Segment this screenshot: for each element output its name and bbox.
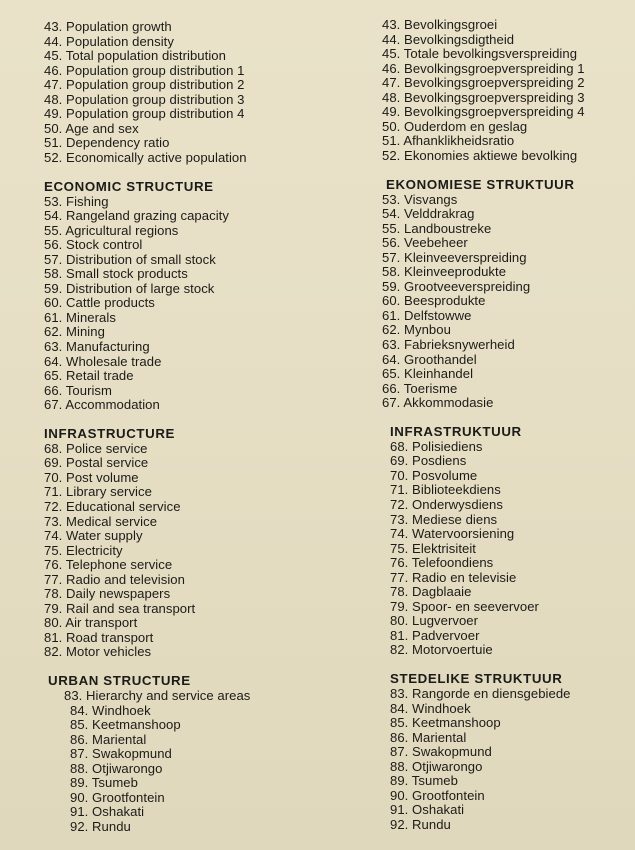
index-entry: 89. Tsumeb — [70, 775, 138, 791]
index-entry: 77. Radio and television — [44, 571, 185, 587]
index-entry: 85. Keetmanshoop — [390, 715, 501, 731]
english-urban-list — [44, 689, 344, 834]
afrikaans-population-list — [382, 18, 635, 163]
index-entry: 79. Rail and sea transport — [44, 600, 196, 616]
index-entry: 78. Daily newspapers — [44, 586, 171, 602]
index-entry: 75. Elektrisiteit — [390, 540, 476, 556]
index-entry: 53. Visvangs — [382, 191, 458, 207]
afrikaans-infrastructure-list — [382, 440, 635, 658]
index-entry: 71. Library service — [44, 484, 152, 500]
index-entry: 72. Onderwysdiens — [390, 496, 503, 512]
index-entry: 78. Dagblaaie — [390, 584, 472, 600]
index-entry: 56. Veebeheer — [382, 235, 468, 251]
index-entry: 55. Agricultural regions — [44, 222, 179, 238]
index-entry: 50. Age and sex — [44, 120, 139, 136]
afrikaans-economic-list — [382, 193, 635, 411]
index-entry: 65. Retail trade — [44, 368, 134, 384]
index-entry: 72. Educational service — [44, 498, 181, 514]
index-entry: 63. Manufacturing — [44, 338, 150, 354]
index-entry: 91. Oshakati — [70, 804, 145, 820]
index-entry: 66. Tourism — [44, 382, 112, 398]
index-entry: 87. Swakopmund — [390, 744, 492, 760]
index-entry: 59. Distribution of large stock — [44, 280, 215, 296]
index-entry: 43. Bevolkingsgroei — [382, 17, 498, 32]
index-entry: 48. Population group distribution 3 — [44, 91, 245, 107]
index-entry: 88. Otjiwarongo — [70, 760, 163, 776]
index-entry: 65. Kleinhandel — [382, 366, 474, 382]
index-entry: 92. Rundu — [390, 816, 451, 832]
index-entry: 84. Windhoek — [390, 700, 471, 716]
afrikaans-column — [382, 18, 635, 832]
index-entry: 56. Stock control — [44, 237, 143, 253]
index-entry: 74. Water supply — [44, 528, 143, 544]
index-entry: 58. Kleinveeprodukte — [382, 264, 507, 280]
index-entry: 71. Biblioteekdiens — [390, 482, 501, 498]
english-infrastructure-heading: INFRASTRUCTURE — [44, 426, 176, 442]
index-entry: 86. Mariental — [390, 729, 467, 745]
index-entry: 81. Padvervoer — [390, 627, 480, 643]
index-entry: 52. Ekonomies aktiewe bevolking — [382, 147, 578, 163]
index-entry: 64. Wholesale trade — [44, 353, 162, 369]
index-entry: 53. Fishing — [44, 193, 109, 209]
index-entry: 90. Grootfontein — [390, 787, 485, 803]
index-entry: 59. Grootveeverspreiding — [382, 278, 531, 294]
index-entry: 91. Oshakati — [390, 802, 465, 818]
index-entry: 67. Accommodation — [44, 397, 160, 413]
index-entry: 76. Telephone service — [44, 557, 173, 573]
index-entry: 44. Population density — [44, 33, 174, 49]
afrikaans-infrastructure-heading: INFRASTRUKTUUR — [390, 424, 522, 440]
english-infrastructure-list — [44, 442, 344, 660]
index-entry: 83. Hierarchy and service areas — [64, 688, 251, 704]
index-entry: 69. Postal service — [44, 455, 149, 471]
index-entry: 92. Rundu — [70, 818, 131, 834]
index-entry: 70. Post volume — [44, 469, 139, 485]
index-entry: 48. Bevolkingsgroepverspreiding 3 — [382, 89, 585, 105]
index-entry: 79. Spoor- en seevervoer — [390, 598, 539, 614]
index-entry: 84. Windhoek — [70, 702, 151, 718]
index-entry: 46. Bevolkingsgroepverspreiding 1 — [382, 60, 585, 76]
index-entry: 66. Toerisme — [382, 380, 458, 396]
index-entry: 86. Mariental — [70, 731, 147, 747]
index-entry: 51. Dependency ratio — [44, 135, 170, 151]
index-entry: 52. Economically active population — [44, 149, 247, 165]
index-entry: 64. Groothandel — [382, 351, 477, 367]
index-entry: 47. Bevolkingsgroepverspreiding 2 — [382, 75, 585, 91]
index-entry: 87. Swakopmund — [70, 746, 172, 762]
index-entry: 75. Electricity — [44, 542, 123, 558]
index-entry: 45. Totale bevolkingsverspreiding — [382, 46, 578, 62]
index-entry: 70. Posvolume — [390, 467, 478, 483]
afrikaans-urban-list — [382, 687, 635, 832]
index-entry: 44. Bevolkingsdigtheid — [382, 31, 515, 47]
index-entry: 45. Total population distribution — [44, 48, 226, 64]
index-entry: 49. Population group distribution 4 — [44, 106, 245, 122]
index-entry: 60. Cattle products — [44, 295, 155, 311]
index-entry: 57. Distribution of small stock — [44, 251, 216, 267]
index-entry: 68. Polisiediens — [390, 438, 483, 454]
index-entry: 58. Small stock products — [44, 266, 188, 282]
english-economic-heading: ECONOMIC STRUCTURE — [44, 178, 214, 194]
index-entry: 51. Afhanklikheidsratio — [382, 133, 515, 149]
index-entry: 54. Velddrakrag — [382, 206, 475, 222]
index-entry: 68. Police service — [44, 440, 148, 456]
index-entry: 61. Minerals — [44, 309, 116, 325]
index-entry: 62. Mining — [44, 324, 105, 340]
index-entry: 73. Mediese diens — [390, 511, 498, 527]
index-entry: 88. Otjiwarongo — [390, 758, 483, 774]
index-entry: 61. Delfstowwe — [382, 307, 472, 323]
index-entry: 63. Fabrieksnywerheid — [382, 336, 515, 352]
index-entry: 60. Beesprodukte — [382, 293, 486, 309]
index-entry: 90. Grootfontein — [70, 789, 165, 805]
index-entry: 73. Medical service — [44, 513, 158, 529]
index-entry: 47. Population group distribution 2 — [44, 77, 245, 93]
index-entry: 89. Tsumeb — [390, 773, 458, 789]
afrikaans-urban-heading: STEDELIKE STRUKTUUR — [390, 671, 563, 687]
index-entry: 82. Motorvoertuie — [390, 642, 493, 658]
index-entry: 54. Rangeland grazing capacity — [44, 208, 229, 224]
english-column — [44, 20, 344, 834]
english-urban-heading: URBAN STRUCTURE — [48, 673, 191, 689]
index-entry: 62. Mynbou — [382, 322, 451, 338]
index-entry: 55. Landboustreke — [382, 220, 492, 236]
index-entry: 76. Telefoondiens — [390, 555, 494, 571]
index-entry: 69. Posdiens — [390, 453, 467, 469]
english-economic-list — [44, 195, 344, 413]
index-entry: 46. Population group distribution 1 — [44, 62, 245, 78]
index-entry: 81. Road transport — [44, 629, 154, 645]
index-entry: 77. Radio en televisie — [390, 569, 517, 585]
index-entry: 67. Akkommodasie — [382, 395, 494, 411]
index-entry: 82. Motor vehicles — [44, 644, 152, 660]
index-entry: 74. Watervoorsiening — [390, 526, 515, 542]
english-population-list — [44, 20, 344, 165]
index-entry: 57. Kleinveeverspreiding — [382, 249, 527, 265]
index-entry: 43. Population growth — [44, 19, 172, 34]
index-entry: 50. Ouderdom en geslag — [382, 118, 528, 134]
index-entry: 80. Air transport — [44, 615, 138, 631]
index-entry: 80. Lugvervoer — [390, 613, 479, 629]
index-entry: 85. Keetmanshoop — [70, 717, 181, 733]
index-entry: 83. Rangorde en diensgebiede — [390, 686, 571, 702]
afrikaans-economic-heading: EKONOMIESE STRUKTUUR — [386, 176, 575, 192]
index-entry: 49. Bevolkingsgroepverspreiding 4 — [382, 104, 585, 120]
